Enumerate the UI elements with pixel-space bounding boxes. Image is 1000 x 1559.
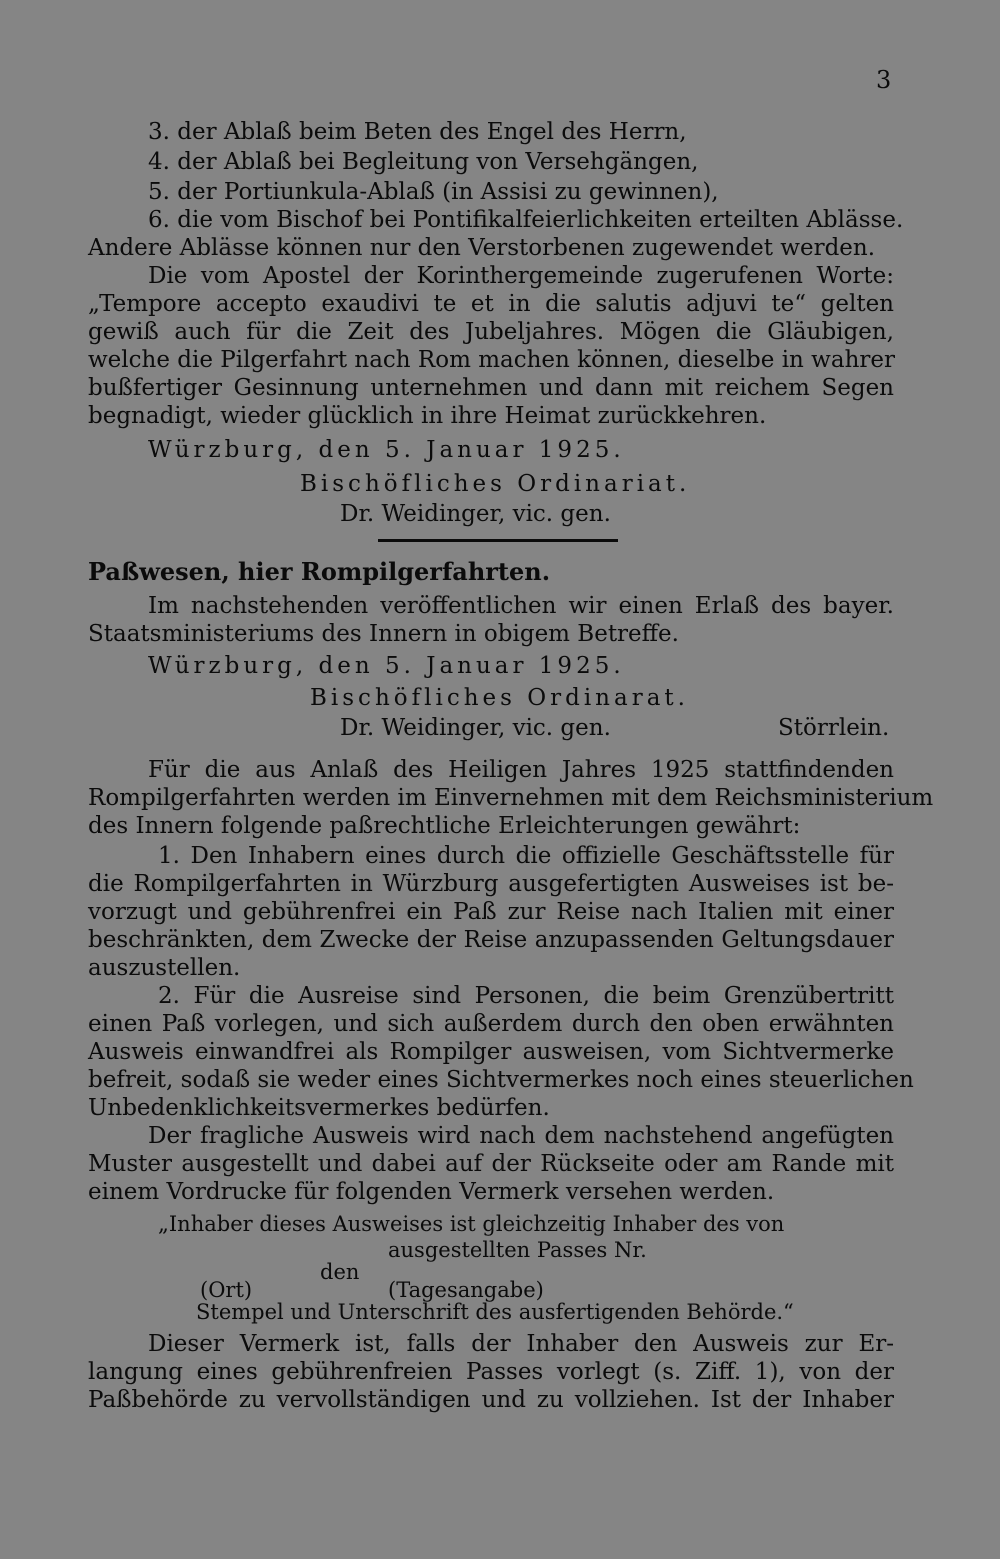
form-line: (Tagesangabe) — [388, 1278, 544, 1302]
authority-line: Bischöfliches Ordinariat. — [300, 471, 691, 497]
text-line: vorzugt und gebührenfrei ein Paß zur Reise nach Italien mit einer — [88, 899, 894, 925]
page-number: 3 — [876, 66, 892, 94]
text-line: Im nachstehenden veröffentlichen wir einen Erlaß des bayer. — [148, 593, 894, 619]
text-line: 5. der Portiunkula-Ablaß (in Assisi zu gewinnen), — [148, 179, 719, 205]
text-line: Unbedenklichkeitsvermerkes bedürfen. — [88, 1095, 550, 1121]
text-line: beschränkten, dem Zwecke der Reise anzupassenden Geltungsdauer — [88, 927, 894, 953]
text-line: Muster ausgestellt und dabei auf der Rückseite oder am Rande mit — [88, 1151, 894, 1177]
form-line: ausgestellten Passes Nr. — [388, 1238, 647, 1262]
text-line: bußfertiger Gesinnung unternehmen und dann mit reichem Segen — [88, 375, 894, 401]
text-line: Andere Ablässe können nur den Verstorbenen zugewendet werden. — [88, 235, 876, 261]
text-line: einen Paß vorlegen, und sich außerdem durch den oben erwähnten — [88, 1011, 894, 1037]
text-line: des Innern folgende paßrechtliche Erleichterungen gewährt: — [88, 813, 801, 839]
signature-line: Dr. Weidinger, vic. gen. — [340, 715, 611, 741]
text-line: 2. Für die Ausreise sind Personen, die beim Grenzübertritt — [158, 983, 894, 1009]
text-line: Für die aus Anlaß des Heiligen Jahres 1925 stattfindenden — [148, 757, 894, 783]
form-line: (Ort) — [200, 1278, 253, 1302]
text-line: Staatsministeriums des Innern in obigem Betreffe. — [88, 621, 679, 647]
signature-line: Dr. Weidinger, vic. gen. — [340, 501, 611, 527]
text-line: Ausweis einwandfrei als Rompilger ausweisen, vom Sichtvermerke — [88, 1039, 894, 1065]
text-line: 1. Den Inhabern eines durch die offizielle Geschäftsstelle für — [158, 843, 894, 869]
text-line: langung eines gebührenfreien Passes vorlegt (s. Ziff. 1), von der — [88, 1359, 894, 1385]
text-line: welche die Pilgerfahrt nach Rom machen können, dieselbe in wahrer — [88, 347, 895, 373]
form-line: Stempel und Unterschrift des ausfertigenden Behörde.“ — [196, 1300, 794, 1324]
text-line: begnadigt, wieder glücklich in ihre Heimat zurückkehren. — [88, 403, 767, 429]
signature-line-2: Störrlein. — [778, 715, 890, 741]
text-line: die Rompilgerfahrten in Würzburg ausgefertigten Ausweises ist be- — [88, 871, 894, 897]
form-line: den — [320, 1260, 360, 1284]
text-line: Die vom Apostel der Korinthergemeinde zugerufenen Worte: — [148, 263, 894, 289]
section-heading: Paßwesen, hier Rompilgerfahrten. — [88, 557, 551, 586]
form-line: „Inhaber dieses Ausweises ist gleichzeitig Inhaber des von — [158, 1212, 785, 1236]
text-line: Rompilgerfahrten werden im Einvernehmen mit dem Reichsministerium — [88, 785, 934, 811]
text-line: 6. die vom Bischof bei Pontifikalfeierlichkeiten erteilten Ablässe. — [148, 207, 904, 233]
date-line: Würzburg, den 5. Januar 1925. — [148, 653, 625, 679]
section-divider — [378, 539, 618, 542]
date-line: Würzburg, den 5. Januar 1925. — [148, 437, 625, 463]
text-line: befreit, sodaß sie weder eines Sichtvermerkes noch eines steuerlichen — [88, 1067, 914, 1093]
text-line: 4. der Ablaß bei Begleitung von Versehgängen, — [148, 149, 699, 175]
text-line: gewiß auch für die Zeit des Jubeljahres. Mögen die Gläubigen, — [88, 319, 894, 345]
authority-line: Bischöfliches Ordinarat. — [310, 685, 689, 711]
text-line: Paßbehörde zu vervollständigen und zu vollziehen. Ist der Inhaber — [88, 1387, 894, 1413]
text-line: Der fragliche Ausweis wird nach dem nachstehend angefügten — [148, 1123, 894, 1149]
text-line: auszustellen. — [88, 955, 241, 981]
text-line: einem Vordrucke für folgenden Vermerk versehen werden. — [88, 1179, 775, 1205]
text-line: „Tempore accepto exaudivi te et in die salutis adjuvi te“ gelten — [88, 291, 894, 317]
text-line: Dieser Vermerk ist, falls der Inhaber den Ausweis zur Er- — [148, 1331, 894, 1357]
text-line: 3. der Ablaß beim Beten des Engel des Herrn, — [148, 119, 687, 145]
